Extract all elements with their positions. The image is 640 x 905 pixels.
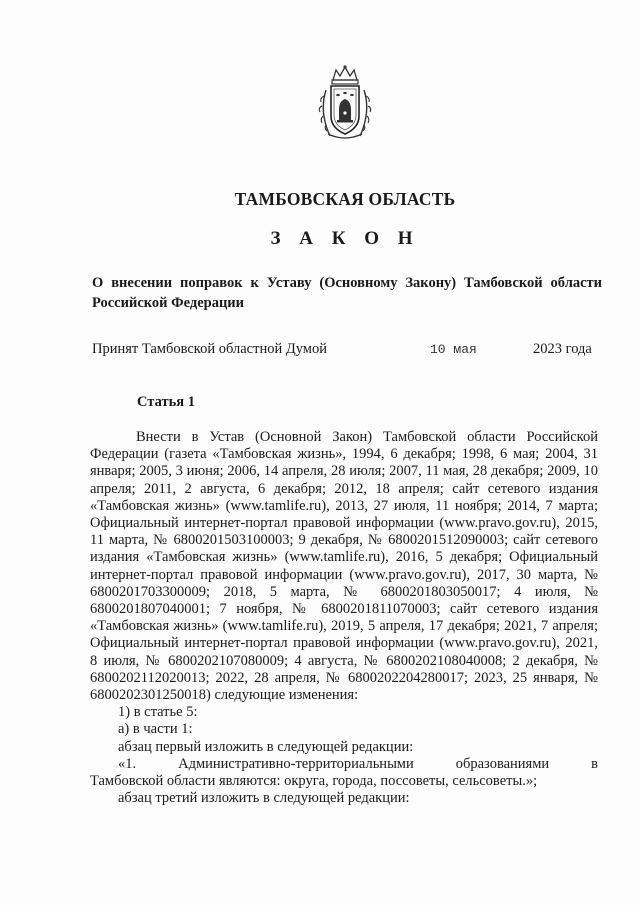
law-subject: О внесении поправок к Уставу (Основному Закону) Тамбовской области Российской Федерации [92, 275, 602, 311]
paragraph-third-instruction: абзац третий изложить в следующей редакции: [118, 790, 410, 807]
quoted-text-line-1: «1. Административно-территориальными образованиями в [118, 755, 598, 772]
item-a: а) в части 1: [118, 721, 193, 738]
coat-of-arms-icon [316, 64, 374, 142]
article-title: Статья 1 [137, 394, 195, 410]
item-1: 1) в статье 5: [118, 704, 198, 721]
document-type-heading: З А К О Н [270, 228, 420, 249]
paragraph-first-instruction: абзац первый изложить в следующей редакции: [118, 738, 414, 755]
region-heading: ТАМБОВСКАЯ ОБЛАСТЬ [234, 189, 456, 209]
article-body [90, 429, 598, 807]
quoted-text-line-2: Тамбовской области являются: округа, города, поссоветы, сельсоветы.»; [90, 773, 538, 790]
article-intro-paragraph: Внести в Устав (Основной Закон) Тамбовской области Российской Федерации (газета «Тамбовская жизнь», 1994, 6 декабря; 1998, 6 мая; 2004, 31 января; 2005, 3 июня; 2006, 14 апреля, 28 июля; 2007, 11 мая, 28 декабря; 2009, 10 апреля; 2011, 2 августа, 6 декабря; 2012, 18 апреля; сайт сетевого издания «Тамбовская жизнь» (www.tamlife.ru), 2013, 27 июля, 11 ноября; 2014, 7 марта; Официальный интернет-портал правовой информации (www.pravo.gov.ru), 2015, 11 марта, № 6800201503100003; 9 декабря, № 6800201512090003; сайт сетевого издания «Тамбовская жизнь» (www.tamlife.ru), 2016, 5 декабря; Официальный интернет-портал правовой информации (www.pravo.gov.ru), 2017, 30 марта, № 6800201703300009; 2018, 5 марта, № 6800201803050017; 4 июля, № 6800201807040001; 7 ноября, № 6800201811070003; сайт сетевого издания «Тамбовская жизнь» (www.tamlife.ru), 2019, 5 апреля, 17 декабря; 2021, 7 апреля; Официальный интернет-портал правовой информации (www.pravo.gov.ru), 2021, 8 июля, № 6800202107080009; 4 августа, № 6800202108040008; 2 декабря, № 6800202112020013; 2022, 28 апреля, № 6800202204280017; 2023, 25 января, № 6800202301250018) следующие изменения: [90, 429, 598, 704]
adoption-date: 10 мая [430, 342, 477, 357]
adoption-year: 2023 года [533, 341, 592, 357]
adopted-by: Принят Тамбовской областной Думой [92, 341, 327, 357]
